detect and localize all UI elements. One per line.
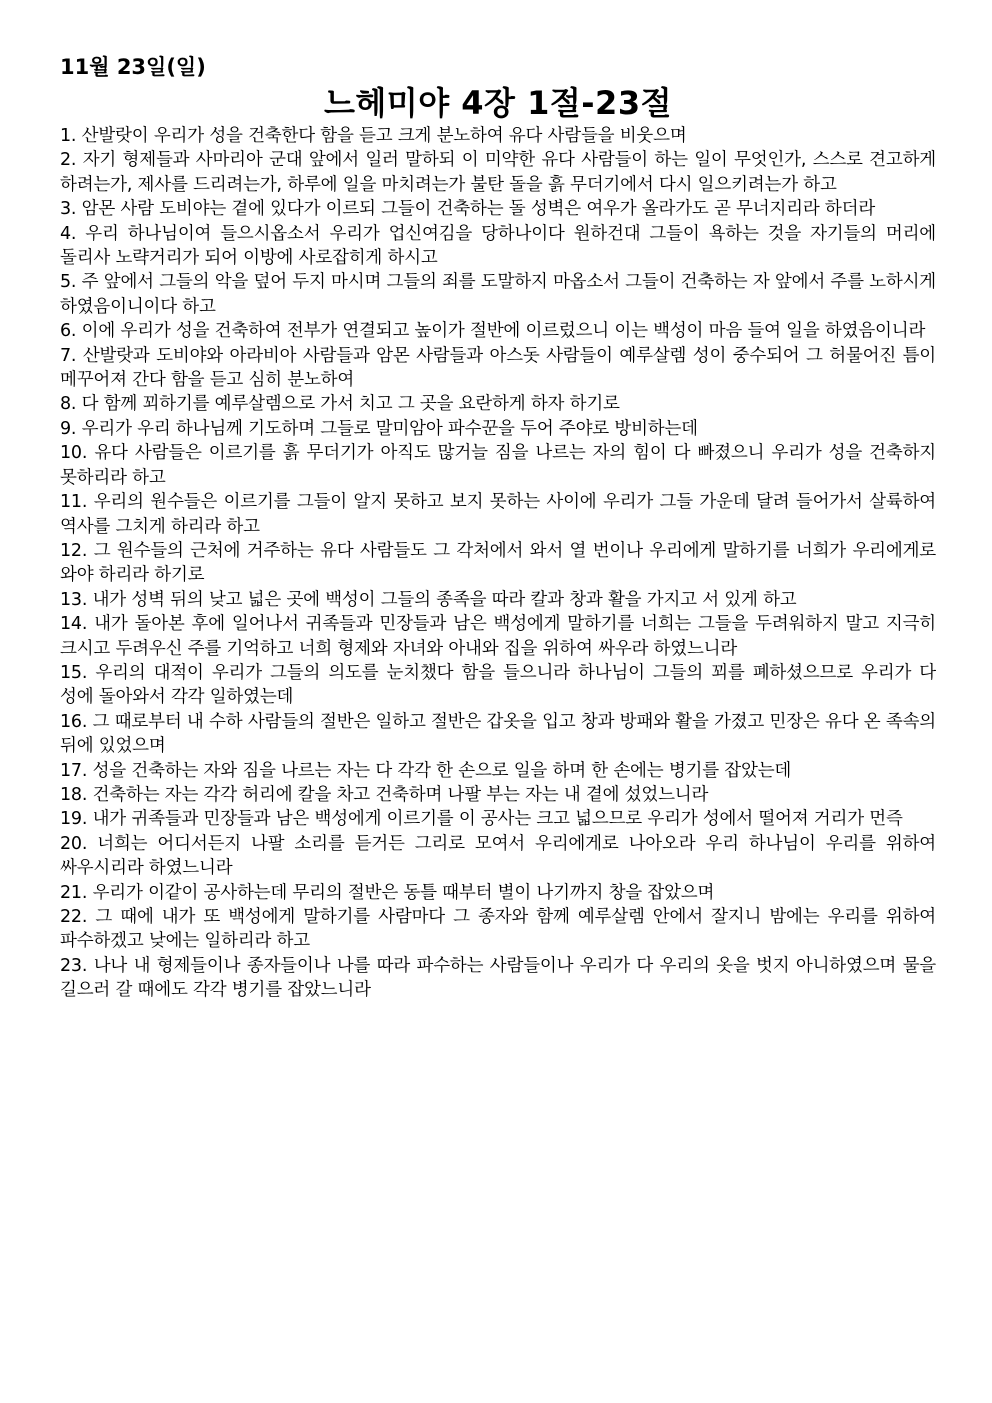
verse-6: 6. 이에 우리가 성을 건축하여 전부가 연결되고 높이가 절반에 이르렀으니 이는 백성이 마음 들여 일을 하였음이니라 bbox=[60, 321, 926, 342]
verse-14: 14. 내가 돌아본 후에 일어나서 귀족들과 민장들과 남은 백성에게 말하기를 너희는 그들을 두려워하지 말고 지극히 크시고 두려우신 주를 기억하고 너희 형제와 자녀와 아내와 집을 위하여 싸우라 하였느니라 bbox=[60, 614, 936, 659]
verse-4: 4. 우리 하나님이여 들으시옵소서 우리가 업신여김을 당하나이다 원하건대 그들이 욕하는 것을 자기들의 머리에 돌리사 노략거리가 되어 이방에 사로잡히게 하시고 bbox=[60, 223, 936, 269]
verse-17: 17. 성을 건축하는 자와 짐을 나르는 자는 다 각각 한 손으로 일을 하며 한 손에는 병기를 잡았는데 bbox=[60, 760, 792, 781]
verse-13: 13. 내가 성벽 뒤의 낮고 넓은 곳에 백성이 그들의 종족을 따라 칼과 창과 활을 가지고 서 있게 하고 bbox=[60, 589, 797, 610]
verse-23: 23. 나나 내 형제들이나 종자들이나 나를 따라 파수하는 사람들이나 우리가 다 우리의 옷을 벗지 아니하였으며 물을 길으러 갈 때에도 각각 병기를 잡았느니라 bbox=[60, 955, 936, 1001]
verse-8: 8. 다 함께 꾀하기를 예루살렘으로 가서 치고 그 곳을 요란하게 하자 하기로 bbox=[60, 394, 620, 415]
verse-1: 1. 산발랏이 우리가 성을 건축한다 함을 듣고 크게 분노하여 유다 사람들을 비웃으며 bbox=[60, 126, 687, 146]
passage-title: 느헤미야 4장 1절-23절 bbox=[323, 84, 672, 122]
verse-7: 7. 산발랏과 도비야와 아라비아 사람들과 암몬 사람들과 아스돗 사람들이 예루살렘 성이 중수되어 그 허물어진 틈이 메꾸어져 간다 함을 듣고 심히 분노하여 bbox=[60, 345, 936, 391]
verse-21: 21. 우리가 이같이 공사하는데 무리의 절반은 동틀 때부터 별이 나기까지 창을 잡았으며 bbox=[60, 882, 715, 903]
verse-list bbox=[60, 124, 936, 1003]
verse-9: 9. 우리가 우리 하나님께 기도하며 그들로 말미암아 파수꾼을 두어 주야로 방비하는데 bbox=[60, 418, 698, 439]
verse-16: 16. 그 때로부터 내 수하 사람들의 절반은 일하고 절반은 갑옷을 입고 창과 방패와 활을 가졌고 민장은 유다 온 족속의 뒤에 있었으며 bbox=[60, 711, 936, 757]
verse-18: 18. 건축하는 자는 각각 허리에 칼을 차고 건축하며 나팔 부는 자는 내 곁에 섰었느니라 bbox=[60, 784, 709, 805]
verse-5: 5. 주 앞에서 그들의 악을 덮어 두지 마시며 그들의 죄를 도말하지 마옵소서 그들이 건축하는 자 앞에서 주를 노하시게 하였음이니이다 하고 bbox=[60, 272, 936, 317]
verse-22: 22. 그 때에 내가 또 백성에게 말하기를 사람마다 그 종자와 함께 예루살렘 안에서 잘지니 밤에는 우리를 위하여 파수하겠고 낮에는 일하리라 하고 bbox=[60, 907, 936, 952]
verse-10: 10. 유다 사람들은 이르기를 흙 무더기가 아직도 많거늘 짐을 나르는 자의 힘이 다 빠졌으니 우리가 성을 건축하지 못하리라 하고 bbox=[60, 443, 936, 488]
reading-date: 11월 23일(일) bbox=[60, 55, 206, 79]
verse-2: 2. 자기 형제들과 사마리아 군대 앞에서 일러 말하되 이 미약한 유다 사람들이 하는 일이 무엇인가, 스스로 견고하게 하려는가, 제사를 드리려는가, 하루에 일을 마치려는가 불탄 돌을 흙 무더기에서 다시 일으키려는가 하고 bbox=[60, 150, 936, 195]
verse-11: 11. 우리의 원수들은 이르기를 그들이 알지 못하고 보지 못하는 사이에 우리가 그들 가운데 달려 들어가서 살륙하여 역사를 그치게 하리라 하고 bbox=[60, 492, 936, 537]
verse-19: 19. 내가 귀족들과 민장들과 남은 백성에게 이르기를 이 공사는 크고 넓으므로 우리가 성에서 떨어져 거리가 먼즉 bbox=[60, 809, 903, 830]
verse-15: 15. 우리의 대적이 우리가 그들의 의도를 눈치챘다 함을 들으니라 하나님이 그들의 꾀를 폐하셨으므로 우리가 다 성에 돌아와서 각각 일하였는데 bbox=[60, 662, 936, 708]
verse-20: 20. 너희는 어디서든지 나팔 소리를 듣거든 그리로 모여서 우리에게로 나아오라 우리 하나님이 우리를 위하여 싸우시리라 하였느니라 bbox=[60, 833, 936, 879]
verse-3: 3. 암몬 사람 도비야는 곁에 있다가 이르되 그들이 건축하는 돌 성벽은 여우가 올라가도 곧 무너지리라 하더라 bbox=[60, 199, 876, 220]
verse-12: 12. 그 원수들의 근처에 거주하는 유다 사람들도 그 각처에서 와서 열 번이나 우리에게 말하기를 너희가 우리에게로 와야 하리라 하기로 bbox=[60, 540, 936, 586]
